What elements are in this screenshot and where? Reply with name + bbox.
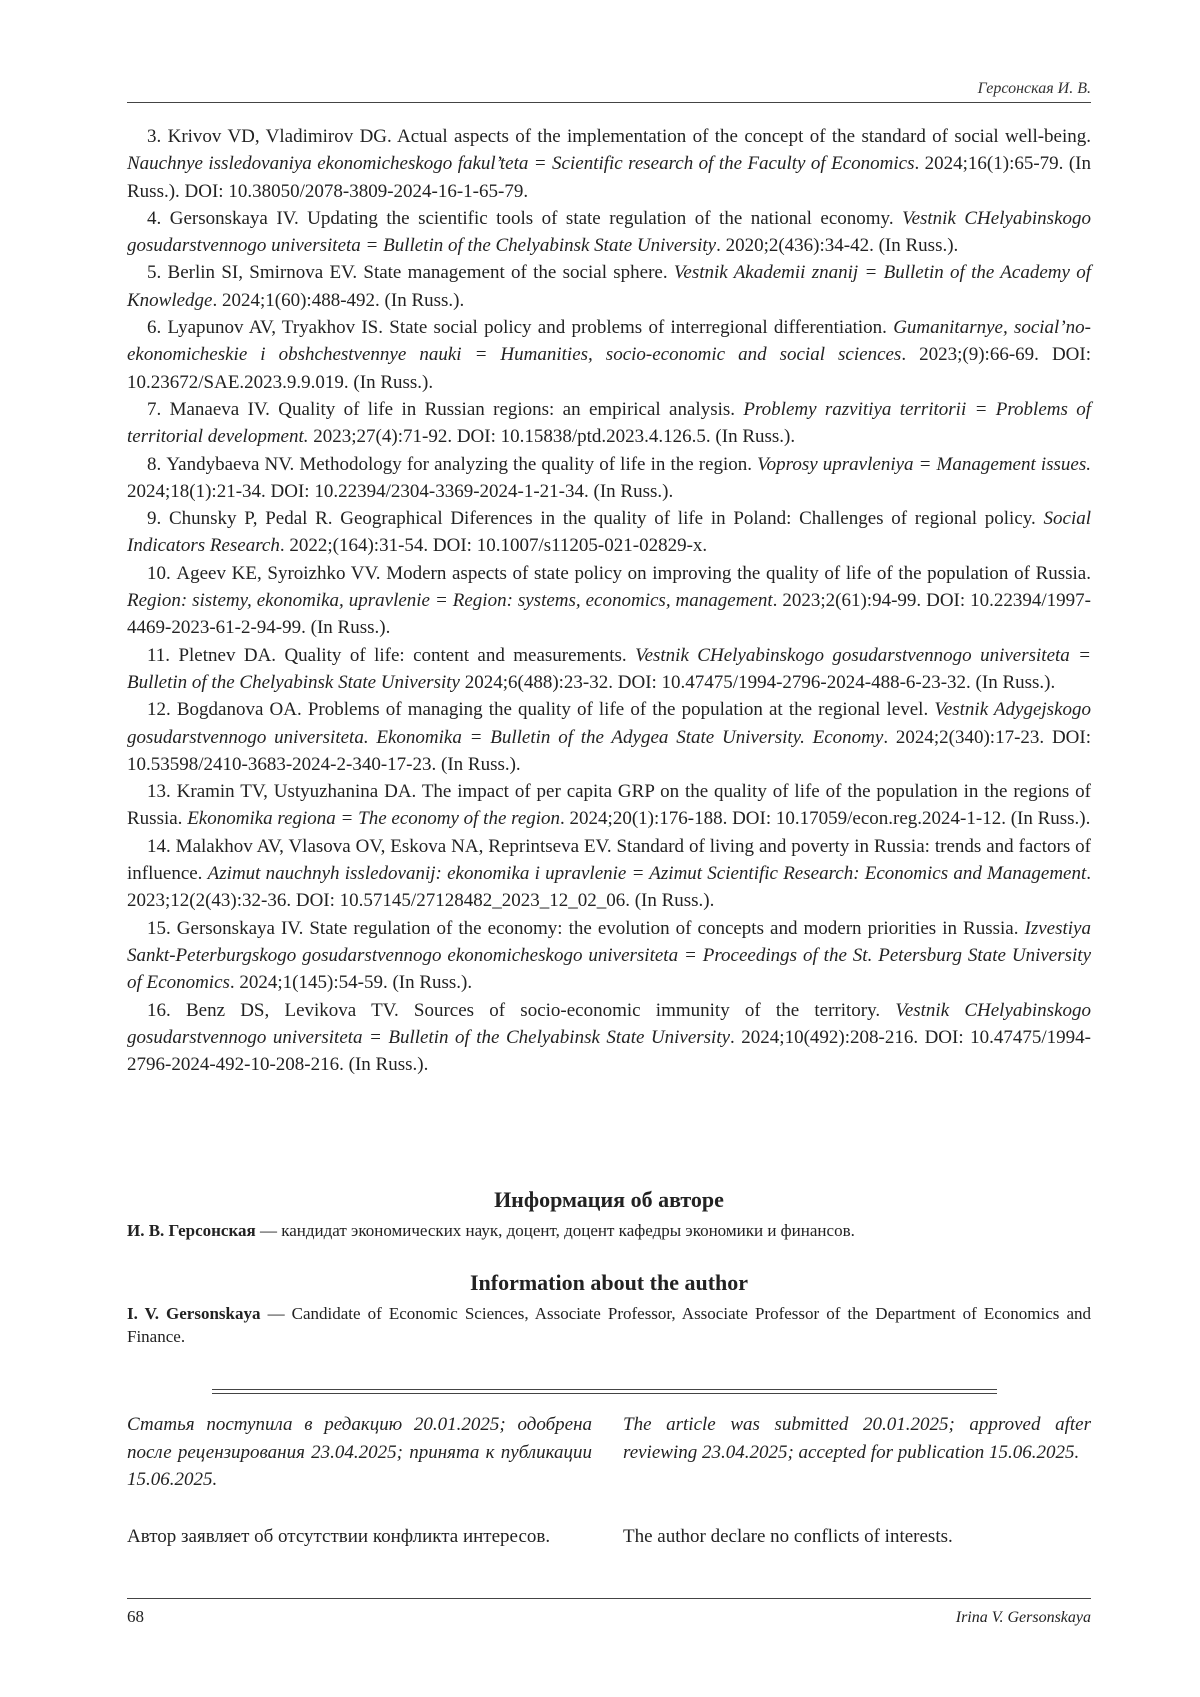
reference-details: 2024;18(1):21-34. DOI: 10.22394/2304-3369-2024-1-21-34. (In Russ.). [127, 480, 674, 502]
reference-number: 16. [147, 999, 171, 1021]
author-description-en: — Candidate of Economic Sciences, Associate Professor, Associate Professor of the Department of Economics and Finance. [127, 1304, 1091, 1346]
reference-journal: Social Indicators Research [127, 508, 1092, 557]
author-info-en-title: Information about the author [469, 1270, 749, 1295]
reference-text: Ageev KE, Syroizhko VV. Modern aspects of state policy on improving the quality of life of the population of Russia. [176, 562, 1091, 584]
author-info-en-text [127, 1302, 1091, 1348]
reference-text: Krivov VD, Vladimirov DG. Actual aspects of the implementation of the concept of the standard of social well-being. [167, 126, 1092, 147]
running-head: Герсонская И. В. [977, 80, 1091, 97]
submission-dates-ru: Статья поступила в редакцию 20.01.2025; одобрена после рецензирования 23.04.2025; принята к публикации 15.06.2025. [127, 1414, 592, 1490]
reference-number: 9. [147, 508, 162, 530]
reference-number: 7. [147, 398, 162, 420]
reference-text: Gersonskaya IV. State regulation of the economy: the evolution of concepts and modern priorities in Russia. [176, 917, 1025, 939]
reference-journal: Gumanitarnye, social’no-ekonomicheskie i obshchestvennye nauki = Humanities, socio-economic and social sciences [127, 317, 1091, 366]
reference-text: Chunsky P, Pedal R. Geographical Diferences in the quality of life in Poland: Challenges of regional policy. [168, 508, 1044, 530]
reference-journal: Nauchnye issledovaniya ekonomicheskogo fakul’teta = Scientific research of the Faculty of Economics [127, 153, 915, 175]
reference-journal: Vestnik CHelyabinskogo gosudarstvennogo universiteta = Bulletin of the Chelyabinsk State University [127, 999, 1091, 1048]
reference-item [127, 314, 1091, 396]
reference-journal: Region: sistemy, ekonomika, upravlenie = Region: systems, economics, management [127, 590, 773, 612]
reference-item [127, 259, 1091, 314]
reference-number: 3. [147, 126, 162, 147]
reference-text: Benz DS, Levikova TV. Sources of socio-economic immunity of the territory. [185, 999, 896, 1021]
reference-item [127, 205, 1091, 260]
submission-dates-en: The article was submitted 20.01.2025; approved after reviewing 23.04.2025; accepted for publication 15.06.2025. [623, 1414, 1091, 1463]
reference-text: Lyapunov AV, Tryakhov IS. State social policy and problems of interregional differentiation. [167, 317, 894, 339]
reference-text: Gersonskaya IV. Updating the scientific tools of state regulation of the national economy. [169, 207, 903, 229]
reference-item [127, 915, 1091, 997]
reference-number: 4. [147, 207, 162, 229]
reference-number: 11. [147, 644, 171, 666]
author-name-ru: И. В. Герсонская [127, 1221, 256, 1240]
author-info-ru-text [127, 1219, 1091, 1242]
author-description-ru: — кандидат экономических наук, доцент, доцент кафедры экономики и финансов. [255, 1221, 855, 1240]
author-info-ru-title: Информация об авторе [494, 1187, 724, 1212]
reference-text: Berlin SI, Smirnova EV. State management of the social sphere. [167, 262, 674, 284]
reference-details: . 2023;2(61):94-99. DOI: 10.22394/1997-4469-2023-61-2-94-99. (In Russ.). [127, 590, 1091, 639]
author-name-en: I. V. Gersonskaya [127, 1304, 261, 1323]
reference-journal: Vestnik CHelyabinskogo gosudarstvennogo universiteta = Bulletin of the Chelyabinsk State University [127, 644, 1092, 693]
reference-item [127, 505, 1091, 560]
reference-number: 5. [147, 262, 162, 284]
reference-details: . 2024;20(1):176-188. DOI: 10.17059/econ.reg.2024-1-12. (In Russ.). [560, 808, 1091, 830]
reference-journal: Problemy razvitiya territorii = Problems of territorial development. [127, 398, 1092, 448]
reference-journal: Vestnik CHelyabinskogo gosudarstvennogo universiteta = Bulletin of the Chelyabinsk State University [127, 207, 1092, 257]
reference-details: 2024;6(488):23-32. DOI: 10.47475/1994-2796-2024-488-6-23-32. (In Russ.). [459, 671, 1056, 693]
reference-journal: Azimut nauchnyh issledovanij: ekonomika i upravlenie = Azimut Scientific Research: Economics and Management [207, 863, 1087, 885]
reference-details: 2023;27(4):71-92. DOI: 10.15838/ptd.2023.4.126.5. (In Russ.). [308, 426, 796, 448]
reference-item [127, 396, 1091, 451]
footer-rule [127, 1598, 1091, 1599]
reference-number: 8. [147, 453, 162, 475]
reference-number: 12. [147, 699, 171, 721]
reference-number: 6. [147, 317, 162, 339]
reference-number: 15. [147, 917, 171, 939]
reference-journal: Vestnik Adygejskogo gosudarstvennogo universiteta. Ekonomika = Bulletin of the Adygea State University. Economy [127, 699, 1091, 748]
reference-details: . 2022;(164):31-54. DOI: 10.1007/s11205-021-02829-x. [279, 535, 708, 557]
conflict-statement-ru: Автор заявляет об отсутствии конфликта интересов. [127, 1526, 551, 1547]
section-divider [212, 1389, 997, 1394]
reference-number: 10. [147, 562, 171, 584]
reference-item [127, 642, 1091, 697]
footer-author: Irina V. Gersonskaya [955, 1609, 1091, 1626]
reference-item [127, 997, 1091, 1079]
reference-item [127, 560, 1091, 642]
reference-item [127, 451, 1091, 506]
reference-details: . 2023;(9):66-69. DOI: 10.23672/SAE.2023.9.9.019. (In Russ.). [127, 344, 1091, 393]
reference-details: . 2024;16(1):65-79. (In Russ.). DOI: 10.38050/2078-3809-2024-16-1-65-79. [127, 153, 1091, 202]
reference-journal: Ekonomika regiona = The economy of the region [187, 808, 561, 830]
reference-text: Manaeva IV. Quality of life in Russian regions: an empirical analysis. [169, 398, 744, 420]
reference-list [127, 123, 1091, 1078]
reference-text: Yandybaeva NV. Methodology for analyzing the quality of life in the region. [166, 453, 758, 475]
author-info-ru [127, 1187, 1091, 1242]
reference-journal: Voprosy upravleniya = Management issues. [757, 453, 1091, 475]
reference-item [127, 696, 1091, 778]
reference-details: . 2023;12(2(43):32-36. DOI: 10.57145/27128482_2023_12_02_06. (In Russ.). [127, 863, 1092, 912]
reference-journal: Izvestiya Sankt-Peterburgskogo gosudarstvennogo ekonomicheskogo universiteta = Proceedings of the St. Petersburg State University of Economics [127, 917, 1091, 994]
reference-details: . 2024;1(60):488-492. (In Russ.). [212, 289, 465, 311]
reference-details: . 2024;1(145):54-59. (In Russ.). [229, 972, 473, 994]
header-rule [127, 102, 1091, 103]
reference-item [127, 833, 1091, 915]
page-number: 68 [127, 1607, 144, 1626]
reference-text: Bogdanova OA. Problems of managing the quality of life of the population at the regional level. [176, 699, 935, 721]
reference-item [127, 123, 1091, 205]
reference-number: 14. [147, 835, 171, 857]
reference-journal: Vestnik Akademii znanij = Bulletin of the Academy of Knowledge [127, 262, 1091, 311]
reference-details: . 2024;10(492):208-216. DOI: 10.47475/1994-2796-2024-492-10-208-216. (In Russ.). [127, 1026, 1091, 1076]
reference-text: Pletnev DA. Quality of life: content and measurements. [178, 644, 636, 666]
reference-number: 13. [147, 781, 171, 803]
author-info-en [127, 1270, 1091, 1348]
reference-item [127, 778, 1091, 833]
reference-details: . 2024;2(340):17-23. DOI: 10.53598/2410-3683-2024-2-340-17-23. (In Russ.). [127, 726, 1091, 775]
reference-details: . 2020;2(436):34-42. (In Russ.). [716, 235, 959, 257]
reference-text: Malakhov AV, Vlasova OV, Eskova NA, Reprintseva EV. Standard of living and poverty in Russia: trends and factors of influence. [127, 835, 1091, 885]
conflict-statement-en: The author declare no conflicts of interests. [623, 1526, 953, 1547]
reference-text: Kramin TV, Ustyuzhanina DA. The impact of per capita GRP on the quality of life of the population in the regions of Russia. [127, 781, 1091, 830]
